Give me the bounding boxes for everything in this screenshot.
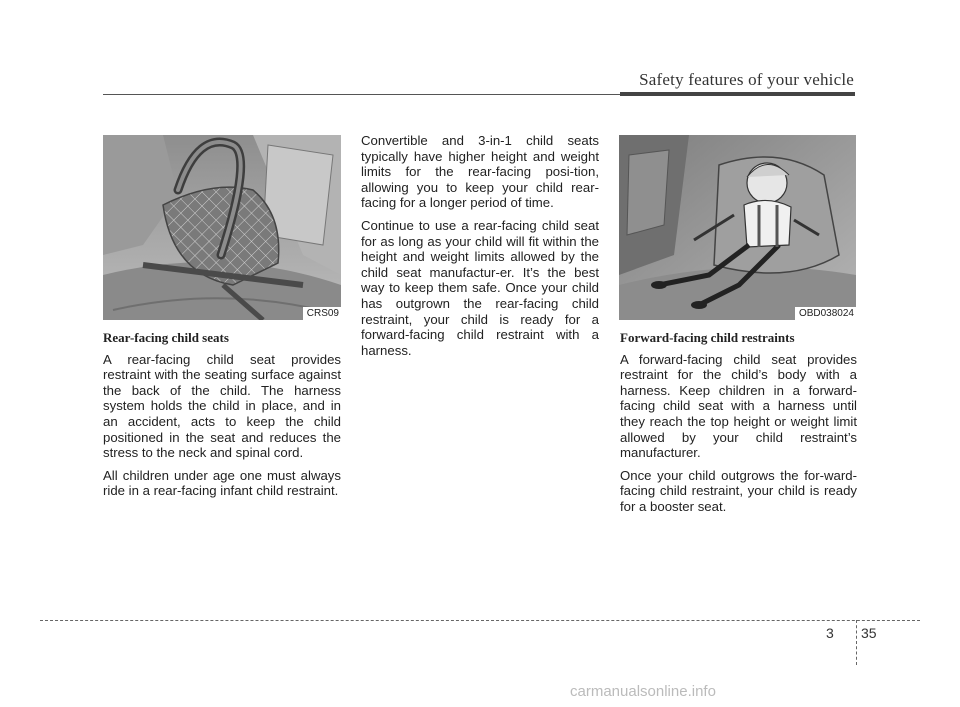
paragraph: A rear-facing child seat provides restraint with the seating surface against the back of the child. The harness system holds the child in place, and in an accident, acts to keep the child positioned in the seat and reduces the stress to the neck and spinal cord. — [103, 351, 341, 461]
footer-divider — [856, 620, 857, 665]
column-convertible — [361, 133, 599, 365]
paragraph: Continue to use a rear-facing child seat for as long as your child will fit within the height and weight limits allowed by the child seat manufactur-er. It’s the best way to keep them safe. Once your child has outgrown the rear-facing child restraint, your child is ready for a forward-facing child restraint with a harness. — [361, 217, 599, 358]
figure-rear-facing-seat — [103, 135, 341, 320]
column-rear-facing — [103, 330, 341, 506]
figure-label: OBD038024 — [795, 307, 856, 320]
header-title: Safety features of your vehicle — [639, 70, 854, 89]
footer-rule — [40, 620, 920, 621]
header-rule-accent — [620, 92, 855, 96]
forward-facing-child-seat-illustration — [619, 135, 856, 320]
paragraph: All children under age one must always ride in a rear-facing infant child restraint. — [103, 467, 341, 499]
figure-forward-facing-seat — [619, 135, 856, 320]
section-heading: Forward-facing child restraints — [620, 330, 795, 345]
section-heading: Rear-facing child seats — [103, 330, 229, 345]
rear-facing-infant-seat-illustration — [103, 135, 341, 320]
page-number: 35 — [861, 625, 877, 641]
figure-label: CRS09 — [303, 307, 341, 320]
column-forward-facing — [620, 330, 857, 522]
chapter-number: 3 — [826, 625, 834, 641]
paragraph: Once your child outgrows the for-ward-facing child restraint, your child is ready for a booster seat. — [620, 467, 857, 514]
paragraph: A forward-facing child seat provides restraint for the child’s body with a harness. Keep children in a forward-facing child seat with a harness until they reach the top height or weight limit allowed by your child restraint’s manufacturer. — [620, 351, 857, 461]
paragraph: Convertible and 3-in-1 child seats typically have higher height and weight limits for the rear-facing posi-tion, allowing you to keep your child rear-facing for a longer period of time. — [361, 133, 599, 211]
watermark: carmanualsonline.info — [570, 683, 716, 700]
